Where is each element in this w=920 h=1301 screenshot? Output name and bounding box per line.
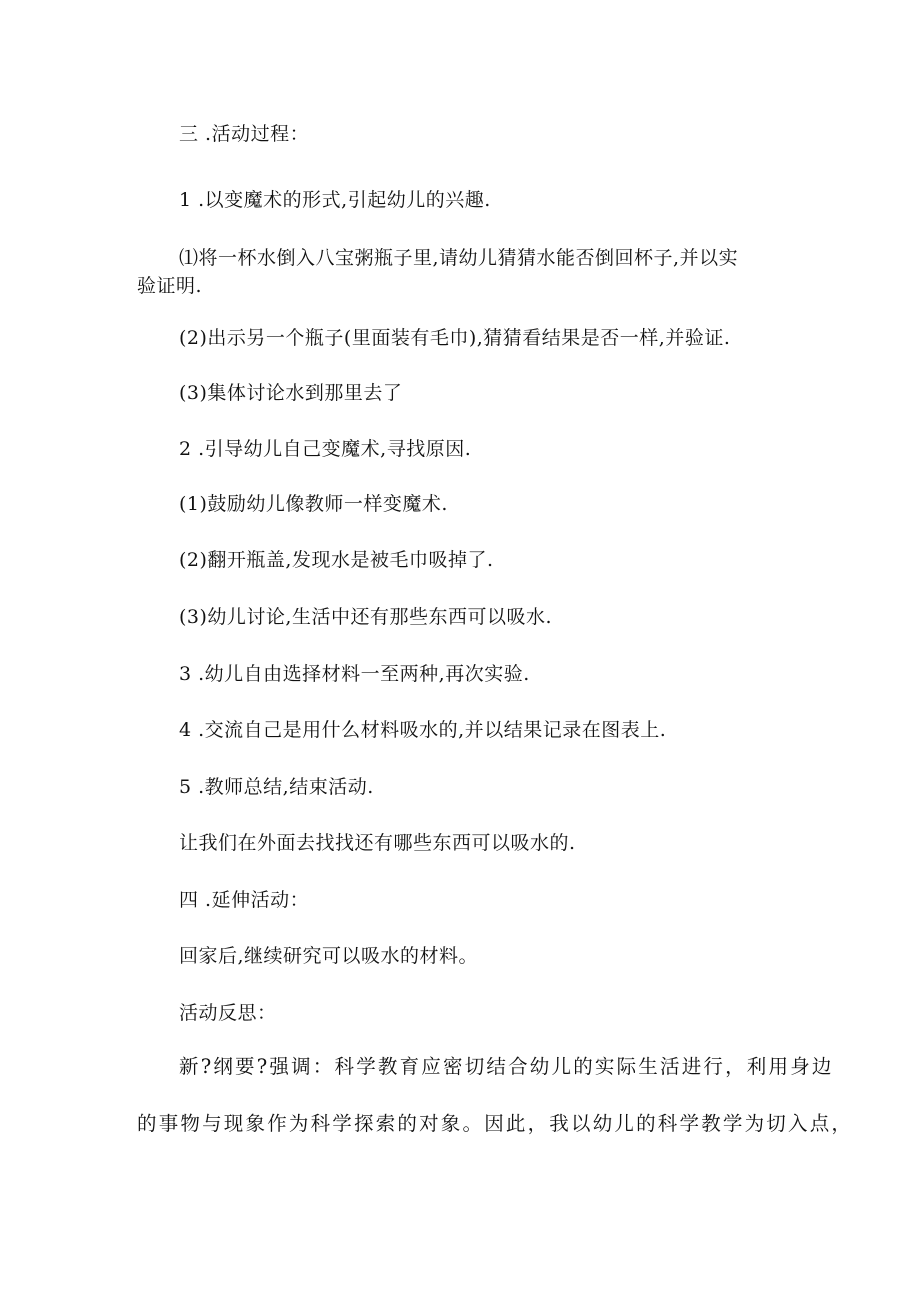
step2-heading: 2 .引导幼儿自己变魔术,寻找原因.	[179, 438, 472, 460]
closing-line: 让我们在外面去找找还有哪些东西可以吸水的.	[179, 832, 576, 854]
reflection-line1: 新?纲要?强调：科学教育应密切结合幼儿的实际生活进行，利用身边	[179, 1055, 834, 1078]
reflection-heading: 活动反思：	[179, 1002, 277, 1024]
section-four-heading: 四 .延伸活动：	[179, 889, 310, 911]
step1-item3: (3)集体讨论水到那里去了	[179, 382, 403, 404]
step1-item1-line1: ⑴将一杯水倒入八宝粥瓶子里,请幼儿猜猜水能否倒回杯子,并以实	[179, 247, 739, 269]
extension-text: 回家后,继续研究可以吸水的材料。	[179, 945, 479, 967]
step1-item2: (2)出示另一个瓶子(里面装有毛巾),猜猜看结果是否一样,并验证.	[179, 327, 731, 349]
step1-heading: 1 .以变魔术的形式,引起幼儿的兴趣.	[179, 189, 491, 211]
step2-item2: (2)翻开瓶盖,发现水是被毛巾吸掉了.	[179, 549, 494, 571]
step2-item3: (3)幼儿讨论,生活中还有那些东西可以吸水.	[179, 606, 552, 628]
section-three-heading: 三 .活动过程：	[179, 123, 310, 145]
step2-item1: (1)鼓励幼儿像教师一样变魔术.	[179, 493, 448, 515]
step1-item1-line2: 验证明.	[137, 275, 203, 297]
step5-text: 5 .教师总结,结束活动.	[179, 776, 374, 798]
step4-text: 4 .交流自己是用什么材料吸水的,并以结果记录在图表上.	[179, 719, 667, 741]
reflection-line2: 的事物与现象作为科学探索的对象。因此，我以幼儿的科学教学为切入点，	[137, 1112, 854, 1135]
step3-text: 3 .幼儿自由选择材料一至两种,再次实验.	[179, 663, 530, 685]
